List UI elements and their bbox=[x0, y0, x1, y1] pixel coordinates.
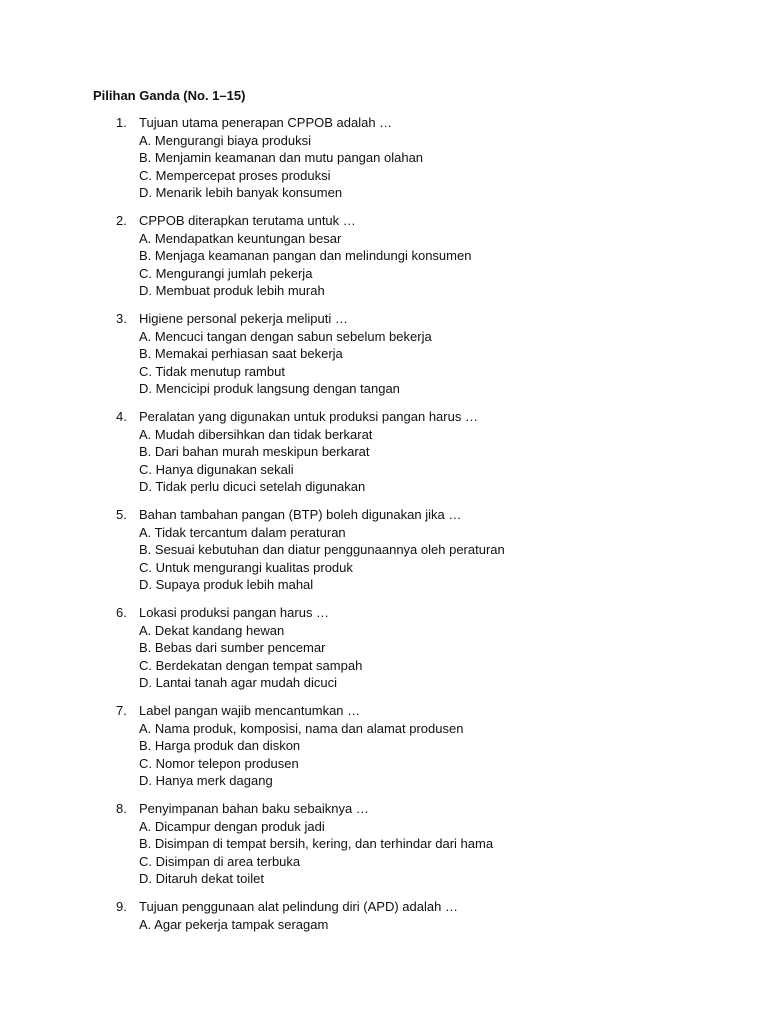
question-text: Lokasi produksi pangan harus … bbox=[139, 605, 330, 620]
question-number: 5. bbox=[116, 507, 127, 522]
answer-option-b: B. Memakai perhiasan saat bekerja bbox=[139, 346, 343, 361]
question-text: CPPOB diterapkan terutama untuk … bbox=[139, 213, 356, 228]
answer-options bbox=[139, 524, 505, 594]
question-9 bbox=[0, 898, 768, 996]
question-list bbox=[0, 114, 768, 996]
answer-options bbox=[139, 328, 432, 398]
answer-option-a: A. Nama produk, komposisi, nama dan alamat produsen bbox=[139, 720, 464, 736]
question-number: 6. bbox=[116, 605, 127, 620]
answer-options bbox=[139, 132, 423, 202]
answer-option-d: D. Menarik lebih banyak konsumen bbox=[139, 185, 343, 200]
answer-option-a: A. Dekat kandang hewan bbox=[139, 622, 285, 638]
question-number: 7. bbox=[116, 703, 127, 718]
question-1 bbox=[0, 114, 768, 212]
answer-option-c: C. Tidak menutup rambut bbox=[139, 363, 285, 379]
answer-option-d: D. Mencicipi produk langsung dengan tangan bbox=[139, 381, 400, 396]
answer-option-c: C. Hanya digunakan sekali bbox=[139, 461, 294, 477]
answer-options bbox=[139, 622, 362, 692]
answer-options bbox=[139, 230, 471, 300]
question-5 bbox=[0, 506, 768, 604]
answer-option-d: D. Hanya merk dagang bbox=[139, 773, 273, 788]
answer-option-d: D. Membuat produk lebih murah bbox=[139, 283, 325, 298]
question-8 bbox=[0, 800, 768, 898]
question-number: 3. bbox=[116, 311, 127, 326]
answer-option-a: A. Dicampur dengan produk jadi bbox=[139, 818, 325, 834]
question-7 bbox=[0, 702, 768, 800]
answer-option-a: A. Tidak tercantum dalam peraturan bbox=[139, 524, 346, 540]
answer-option-c: C. Nomor telepon produsen bbox=[139, 755, 299, 771]
question-text: Peralatan yang digunakan untuk produksi pangan harus … bbox=[139, 409, 478, 424]
answer-option-c: C. Mempercepat proses produksi bbox=[139, 167, 331, 183]
answer-option-d: D. Lantai tanah agar mudah dicuci bbox=[139, 675, 338, 690]
answer-options bbox=[139, 818, 493, 888]
answer-option-b: B. Sesuai kebutuhan dan diatur penggunaannya oleh peraturan bbox=[139, 542, 505, 557]
answer-option-d: D. Tidak perlu dicuci setelah digunakan bbox=[139, 479, 366, 494]
question-text: Higiene personal pekerja meliputi … bbox=[139, 311, 348, 326]
answer-option-a: A. Mendapatkan keuntungan besar bbox=[139, 230, 342, 246]
answer-option-d: D. Ditaruh dekat toilet bbox=[139, 871, 265, 886]
answer-option-b: B. Menjaga keamanan pangan dan melindungi konsumen bbox=[139, 248, 472, 263]
answer-option-a: A. Mencuci tangan dengan sabun sebelum bekerja bbox=[139, 328, 432, 344]
answer-option-b: B. Disimpan di tempat bersih, kering, dan terhindar dari hama bbox=[139, 836, 494, 851]
answer-option-b: B. Dari bahan murah meskipun berkarat bbox=[139, 444, 370, 459]
answer-option-b: B. Menjamin keamanan dan mutu pangan olahan bbox=[139, 150, 424, 165]
answer-options bbox=[139, 720, 463, 790]
answer-option-a: A. Mengurangi biaya produksi bbox=[139, 132, 311, 148]
answer-option-c: C. Mengurangi jumlah pekerja bbox=[139, 265, 313, 281]
question-number: 8. bbox=[116, 801, 127, 816]
question-number: 4. bbox=[116, 409, 127, 424]
question-text: Tujuan utama penerapan CPPOB adalah … bbox=[139, 115, 393, 130]
question-2 bbox=[0, 212, 768, 310]
answer-option-d: D. Supaya produk lebih mahal bbox=[139, 577, 314, 592]
answer-option-a: A. Agar pekerja tampak seragam bbox=[139, 916, 329, 932]
question-number: 1. bbox=[116, 115, 127, 130]
question-text: Penyimpanan bahan baku sebaiknya … bbox=[139, 801, 369, 816]
question-text: Bahan tambahan pangan (BTP) boleh digunakan jika … bbox=[139, 507, 462, 522]
question-text: Label pangan wajib mencantumkan … bbox=[139, 703, 361, 718]
answer-options bbox=[139, 426, 372, 496]
question-text: Tujuan penggunaan alat pelindung diri (APD) adalah … bbox=[139, 899, 458, 914]
answer-option-c: C. Berdekatan dengan tempat sampah bbox=[139, 657, 363, 673]
question-6 bbox=[0, 604, 768, 702]
section-title: Pilihan Ganda (No. 1–15) bbox=[93, 88, 246, 103]
question-number: 2. bbox=[116, 213, 127, 228]
answer-option-b: B. Bebas dari sumber pencemar bbox=[139, 640, 326, 655]
answer-option-c: C. Untuk mengurangi kualitas produk bbox=[139, 559, 353, 575]
question-number: 9. bbox=[116, 899, 127, 914]
answer-option-c: C. Disimpan di area terbuka bbox=[139, 853, 301, 869]
question-4 bbox=[0, 408, 768, 506]
answer-option-b: B. Harga produk dan diskon bbox=[139, 738, 301, 753]
answer-options bbox=[139, 916, 328, 934]
answer-option-a: A. Mudah dibersihkan dan tidak berkarat bbox=[139, 426, 373, 442]
question-3 bbox=[0, 310, 768, 408]
